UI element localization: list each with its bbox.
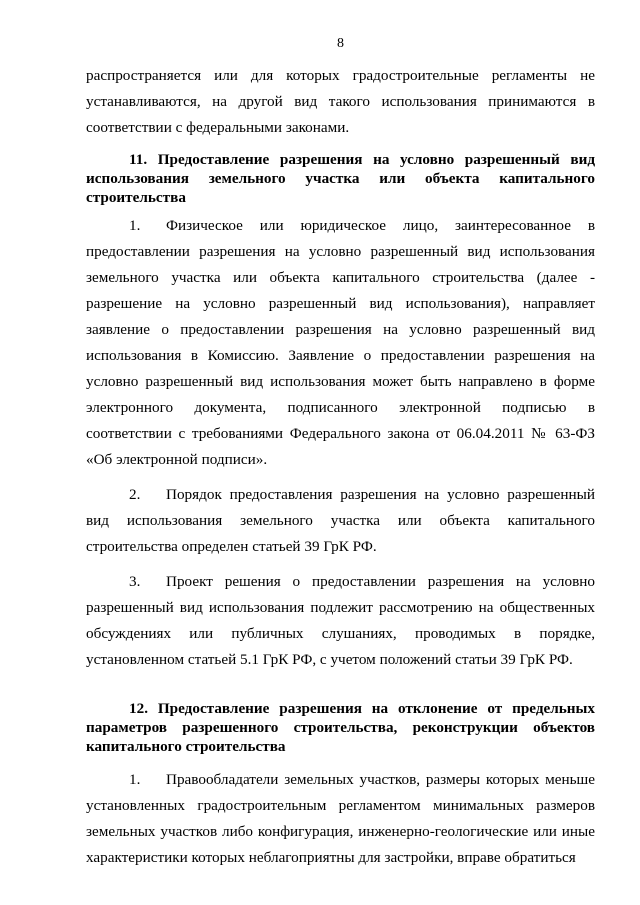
item-text: Правообладатели земельных участков, размеры которых меньше установленных градостроительным регламентом минимальных размеров земельных участков либо конфигурация, инженерно-геологические или иные характеристики которых неблагоприятны для застройки, вправе обратиться — [86, 771, 595, 866]
section-11-item-3 — [86, 569, 595, 673]
document-page — [86, 0, 595, 871]
item-number: 2. — [129, 486, 141, 503]
section-12-item-1 — [86, 767, 595, 871]
item-number: 1. — [129, 217, 141, 234]
item-number: 1. — [129, 771, 141, 788]
item-number: 3. — [129, 573, 141, 590]
section-11-item-2 — [86, 482, 595, 560]
page-number: 8 — [337, 36, 344, 51]
intro-paragraph: распространяется или для которых градостроительные регламенты не устанавливаются, на другой вид такого использования принимаются в соответствии с федеральными законами. — [86, 67, 595, 136]
item-text: Физическое или юридическое лицо, заинтересованное в предоставлении разрешения на условно разрешенный вид использования земельного участка или объекта капитального строительства (далее - разрешение на условно разрешенный вид использования), направляет заявление о предоставлении разрешения на условно разрешенный вид использования в Комиссию. Заявление о предоставлении разрешения на условно разрешенный вид использования может быть направлено в форме электронного документа, подписанного электронной подписью в соответствии с требованиями Федерального закона от 06.04.2011 № 63-ФЗ «Об электронной подписи». — [86, 217, 595, 468]
section-11-heading: 11. Предоставление разрешения на условно разрешенный вид использования земельного участка или объекта капитального строительства — [86, 151, 595, 206]
section-12-heading: 12. Предоставление разрешения на отклонение от предельных параметров разрешенного строительства, реконструкции объектов капитального строительства — [86, 700, 595, 755]
section-11-item-1 — [86, 213, 595, 473]
item-text: Порядок предоставления разрешения на условно разрешенный вид использования земельного участка или объекта капитального строительства определен статьей 39 ГрК РФ. — [86, 486, 595, 555]
item-text: Проект решения о предоставлении разрешения на условно разрешенный вид использования подлежит рассмотрению на общественных обсуждениях или публичных слушаниях, проводимых в порядке, установленном статьей 5.1 ГрК РФ, с учетом положений статьи 39 ГрК РФ. — [86, 573, 595, 668]
